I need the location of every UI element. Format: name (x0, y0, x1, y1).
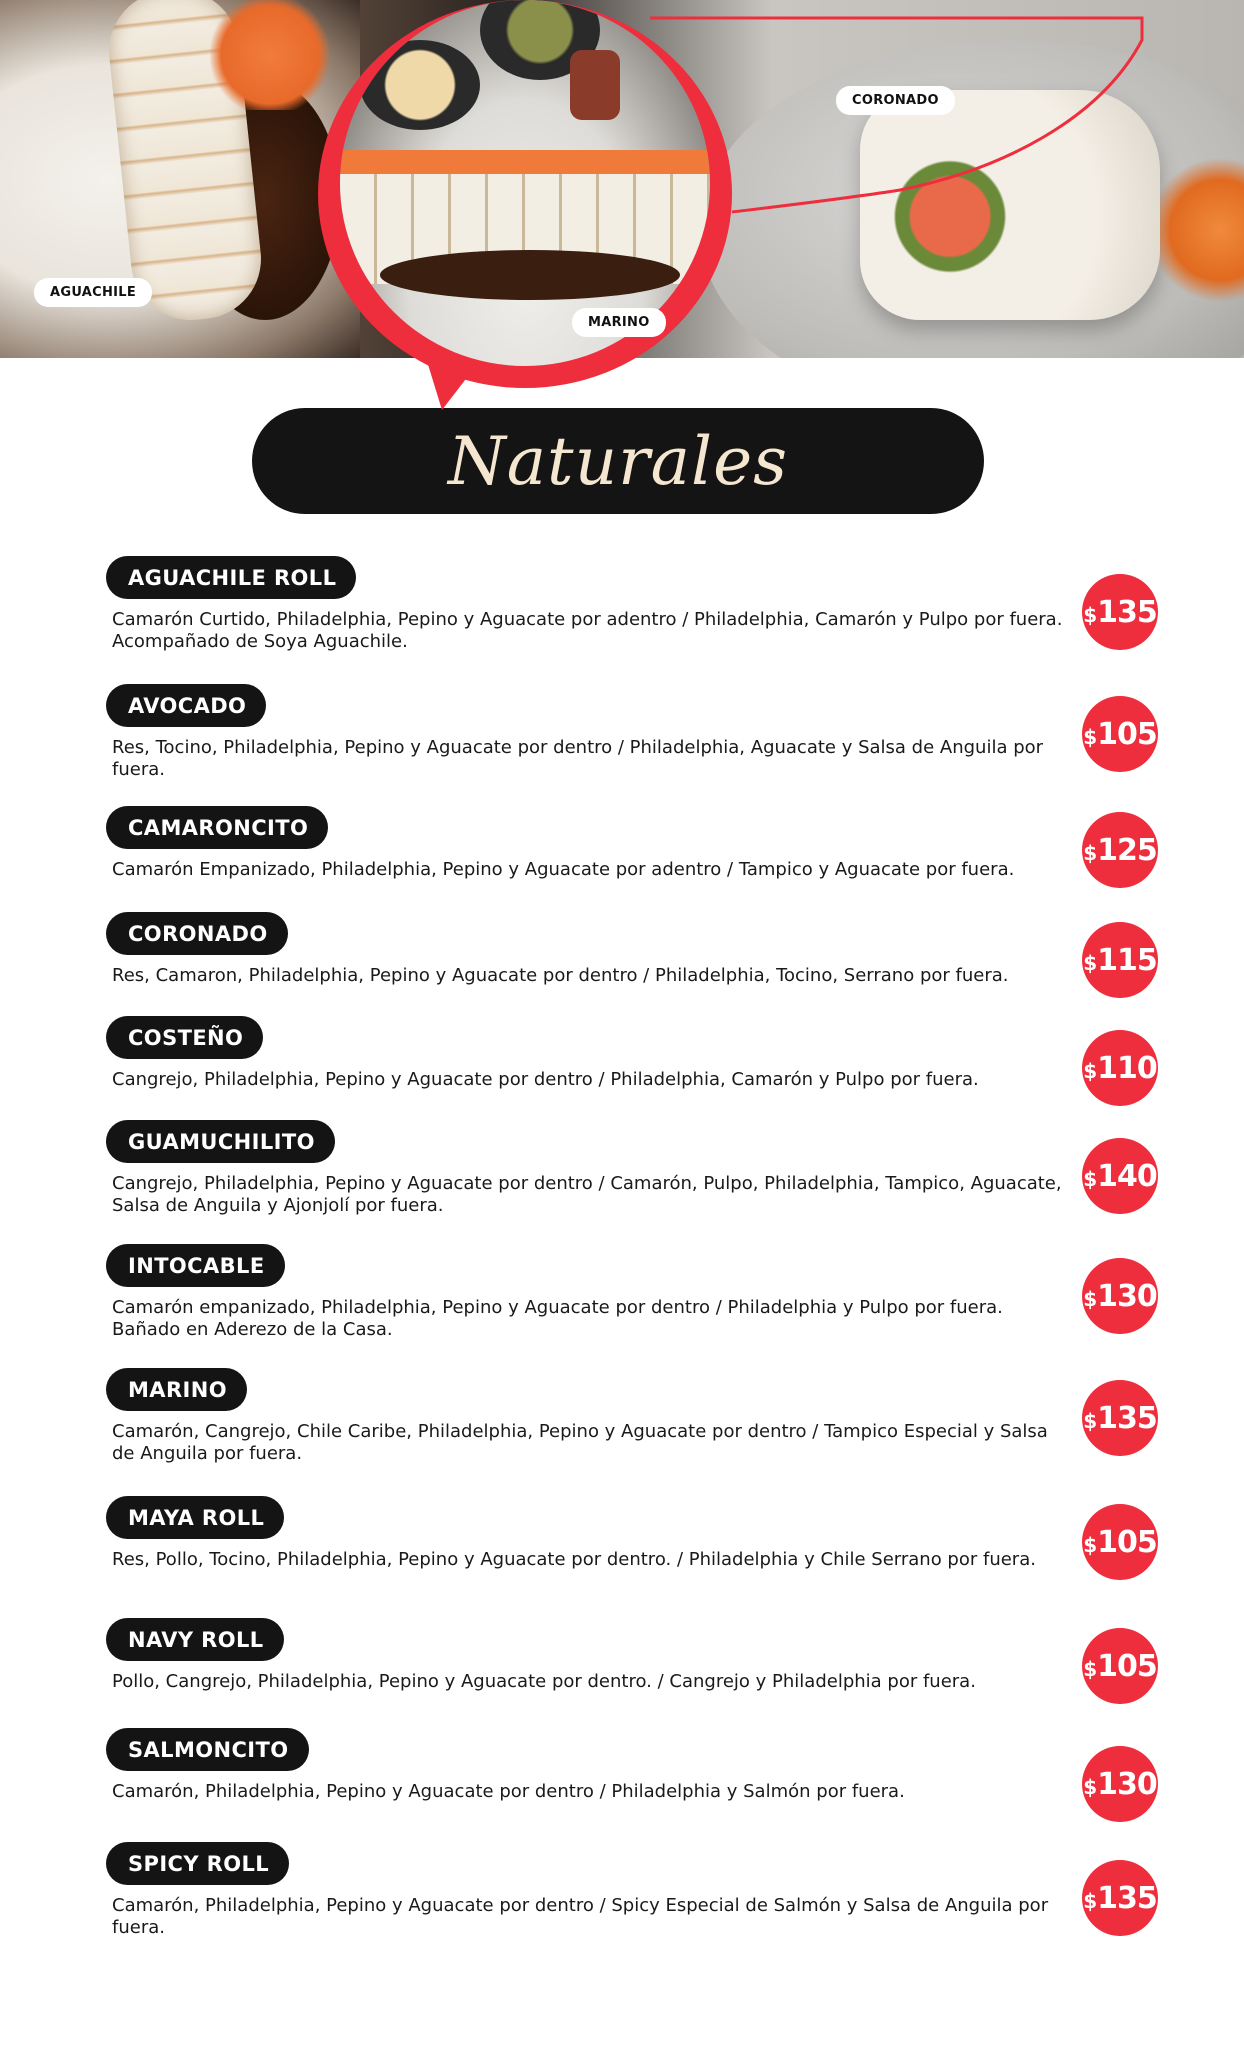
menu-item-coronado (106, 912, 1166, 987)
menu-item-description: Res, Pollo, Tocino, Philadelphia, Pepino y Aguacate por dentro. / Philadelphia y Chile Serrano por fuera. (112, 1549, 1036, 1570)
menu-item-avocado (106, 684, 1166, 781)
price-value: 105 (1097, 1648, 1157, 1684)
menu-item-description: Pollo, Cangrejo, Philadelphia, Pepino y Aguacate por dentro. / Cangrejo y Philadelphia por fuera. (112, 1671, 976, 1692)
currency-symbol: $ (1083, 1657, 1097, 1681)
price-value: 135 (1097, 1400, 1157, 1436)
photo-label-aguachile: AGUACHILE (34, 278, 152, 307)
photo-label-coronado: CORONADO (836, 86, 955, 115)
menu-item-navy-roll (106, 1618, 1166, 1693)
price-value: 130 (1097, 1766, 1157, 1802)
currency-symbol: $ (1083, 1409, 1097, 1433)
menu-item-description: Camarón, Philadelphia, Pepino y Aguacate por dentro / Spicy Especial de Salmón y Salsa de Anguila por fuera. (112, 1895, 1049, 1938)
menu-item-description: Res, Tocino, Philadelphia, Pepino y Aguacate por dentro / Philadelphia, Aguacate y Salsa de Anguila por fuera. (112, 737, 1044, 780)
price-badge (1082, 1138, 1158, 1214)
menu-item-marino (106, 1368, 1166, 1465)
currency-symbol: $ (1083, 1287, 1097, 1311)
menu-item-name: NAVY ROLL (106, 1618, 284, 1661)
price-value: 135 (1097, 594, 1157, 630)
currency-symbol: $ (1083, 1167, 1097, 1191)
currency-symbol: $ (1083, 603, 1097, 627)
currency-symbol: $ (1083, 951, 1097, 975)
menu-item-name: AGUACHILE ROLL (106, 556, 356, 599)
currency-symbol: $ (1083, 1533, 1097, 1557)
price-value: 115 (1097, 942, 1157, 978)
menu-item-salmoncito (106, 1728, 1166, 1803)
menu-item-name: COSTEÑO (106, 1016, 263, 1059)
menu-item-description: Camarón, Philadelphia, Pepino y Aguacate por dentro / Philadelphia y Salmón por fuera. (112, 1781, 905, 1802)
menu-item-costeno (106, 1016, 1166, 1091)
menu-item-name: MAYA ROLL (106, 1496, 284, 1539)
decorative-red-line (0, 0, 1244, 400)
price-badge (1082, 574, 1158, 650)
price-badge (1082, 1628, 1158, 1704)
menu-item-name: GUAMUCHILITO (106, 1120, 335, 1163)
price-badge (1082, 1746, 1158, 1822)
menu-item-maya-roll (106, 1496, 1166, 1571)
price-value: 125 (1097, 832, 1157, 868)
price-badge (1082, 1380, 1158, 1456)
currency-symbol: $ (1083, 725, 1097, 749)
price-badge (1082, 1504, 1158, 1580)
menu-item-description: Camarón Empanizado, Philadelphia, Pepino y Aguacate por adentro / Tampico y Aguacate por fuera. (112, 859, 1015, 880)
menu-item-name: MARINO (106, 1368, 247, 1411)
price-value: 105 (1097, 716, 1157, 752)
currency-symbol: $ (1083, 1889, 1097, 1913)
photo-label-marino: MARINO (572, 308, 666, 337)
price-value: 110 (1097, 1050, 1157, 1086)
currency-symbol: $ (1083, 841, 1097, 865)
currency-symbol: $ (1083, 1775, 1097, 1799)
price-value: 140 (1097, 1158, 1157, 1194)
price-value: 105 (1097, 1524, 1157, 1560)
price-value: 135 (1097, 1880, 1157, 1916)
price-badge (1082, 812, 1158, 888)
price-badge (1082, 1860, 1158, 1936)
price-badge (1082, 922, 1158, 998)
menu-item-description: Cangrejo, Philadelphia, Pepino y Aguacate por dentro / Philadelphia, Camarón y Pulpo por fuera. (112, 1069, 979, 1090)
currency-symbol: $ (1083, 1059, 1097, 1083)
menu-item-name: AVOCADO (106, 684, 266, 727)
menu-item-name: CAMARONCITO (106, 806, 328, 849)
menu-item-description: Camarón Curtido, Philadelphia, Pepino y Aguacate por adentro / Philadelphia, Camarón y Pulpo por fuera. Acompañado de Soya Aguachile. (112, 609, 1063, 652)
price-badge (1082, 696, 1158, 772)
menu-item-description: Camarón, Cangrejo, Chile Caribe, Philadelphia, Pepino y Aguacate por dentro / Tampico Especial y Salsa de Anguila por fuera. (112, 1421, 1048, 1464)
menu-item-name: CORONADO (106, 912, 288, 955)
price-value: 130 (1097, 1278, 1157, 1314)
menu-item-description: Camarón empanizado, Philadelphia, Pepino y Aguacate por dentro / Philadelphia y Pulpo por fuera. Bañado en Aderezo de la Casa. (112, 1297, 1003, 1340)
menu-item-name: SPICY ROLL (106, 1842, 289, 1885)
menu-item-spicy-roll (106, 1842, 1166, 1939)
menu-item-name: INTOCABLE (106, 1244, 285, 1287)
menu-item-description: Res, Camaron, Philadelphia, Pepino y Aguacate por dentro / Philadelphia, Tocino, Serrano por fuera. (112, 965, 1009, 986)
price-badge (1082, 1258, 1158, 1334)
menu-item-description: Cangrejo, Philadelphia, Pepino y Aguacate por dentro / Camarón, Pulpo, Philadelphia, Tampico, Aguacate, Salsa de Anguila y Ajonjolí por fuera. (112, 1173, 1062, 1216)
section-banner (252, 408, 984, 514)
menu-item-name: SALMONCITO (106, 1728, 309, 1771)
price-badge (1082, 1030, 1158, 1106)
section-title: Naturales (447, 422, 789, 500)
menu-item-guamuchilito (106, 1120, 1166, 1217)
menu-item-intocable (106, 1244, 1166, 1341)
menu-item-aguachile-roll (106, 556, 1166, 653)
menu-item-camaroncito (106, 806, 1166, 881)
